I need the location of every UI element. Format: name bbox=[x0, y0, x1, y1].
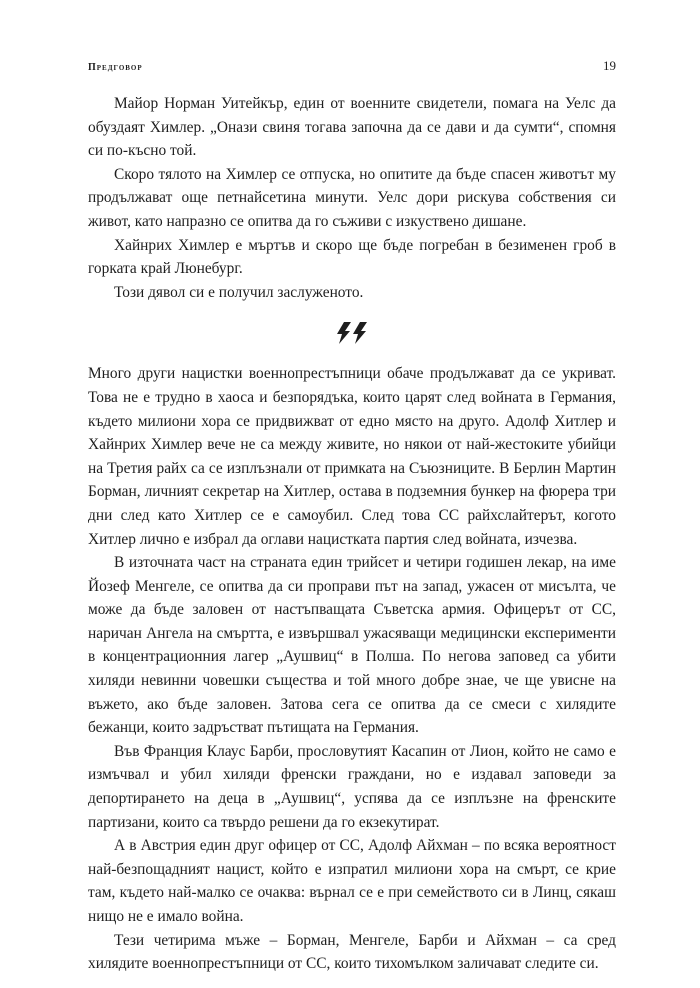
paragraph: В източната част на страната един трийсет и четири годишен лекар, на име Йозеф Менгеле, се опитва да си проправи път на запад, ужасен от мисълта, че може да бъде заловен от настъпващата Съветска армия. Офицерът от СС, наричан Ангела на смъртта, е извършвал ужасяващи медицински експерименти в концентрационния лагер „Аушвиц“ в Полша. По негова заповед са убити хиляди невинни човешки същества и той много добре знае, че ще увисне на въжето, ако бъде заловен. Затова сега се опитва да се смеси с хилядите бежанци, които задръстват пътищата на Германия. bbox=[88, 554, 616, 737]
paragraph: Много други нацистки военнопрестъпници обаче продължават да се укриват. Това не е трудно в хаоса и безпорядъка, които царят след войната в Германия, където милиони хора се придвижват от едно място на друго. Адолф Хитлер и Хайнрих Химлер вече не са между живите, но някои от най-жестоките убийци на Третия райх са се изплъзнали от примката на Съюзниците. В Берлин Мартин Борман, личният секретар на Хитлер, остава в подземния бункер на фюрера три дни след като Хитлер се е самоубил. След това СС райхслайтерът, когото Хитлер лично е избрал да оглави нацистката партия след войната, изчезва. bbox=[88, 365, 616, 548]
paragraph: Скоро тялото на Химлер се отпуска, но опитите да бъде спасен животът му продължават още петнайсетина минути. Уелс дори рискува собствения си живот, като напразно се опитва да го съживи с изкуствено дишане. bbox=[88, 165, 616, 230]
running-head bbox=[88, 58, 616, 78]
section-title: Предговор bbox=[88, 62, 143, 73]
paragraph: Във Франция Клаус Барби, прословутият Касапин от Лион, който не само е измъчвал и убил хиляди френски граждани, но е издавал заповеди за депортирането на деца в „Аушвиц“, успява да се изплъзне на френските партизани, които са твърдо решени да го екзекутират. bbox=[88, 742, 616, 831]
book-page bbox=[88, 58, 616, 976]
paragraph: Хайнрих Химлер е мъртъв и скоро ще бъде погребан в безименен гроб в горката край Люнебург. bbox=[88, 236, 616, 278]
paragraph: Майор Норман Уитейкър, един от военните свидетели, помага на Уелс да обуздаят Химлер. „Онази свиня тогава започна да се дави и да сумти“, спомня си по-късно той. bbox=[88, 95, 616, 160]
body-text bbox=[88, 92, 616, 976]
ss-runes-icon bbox=[335, 322, 369, 344]
paragraph: Този дявол си е получил заслуженото. bbox=[114, 283, 364, 301]
section-divider bbox=[88, 304, 616, 362]
page-number: 19 bbox=[603, 58, 616, 73]
paragraph: А в Австрия един друг офицер от СС, Адолф Айхман – по всяка вероятност най-безпощадният нацист, който е изпратил милиони хора на смърт, се крие там, където най-малко се очаква: върнал се е при семейството си в Линц, сякаш нищо не е имало война. bbox=[88, 837, 616, 925]
paragraph: Тези четирима мъже – Борман, Менгеле, Барби и Айхман – са сред хилядите военнопрестъпници от СС, които тихомълком заличават следите си. bbox=[88, 931, 616, 973]
